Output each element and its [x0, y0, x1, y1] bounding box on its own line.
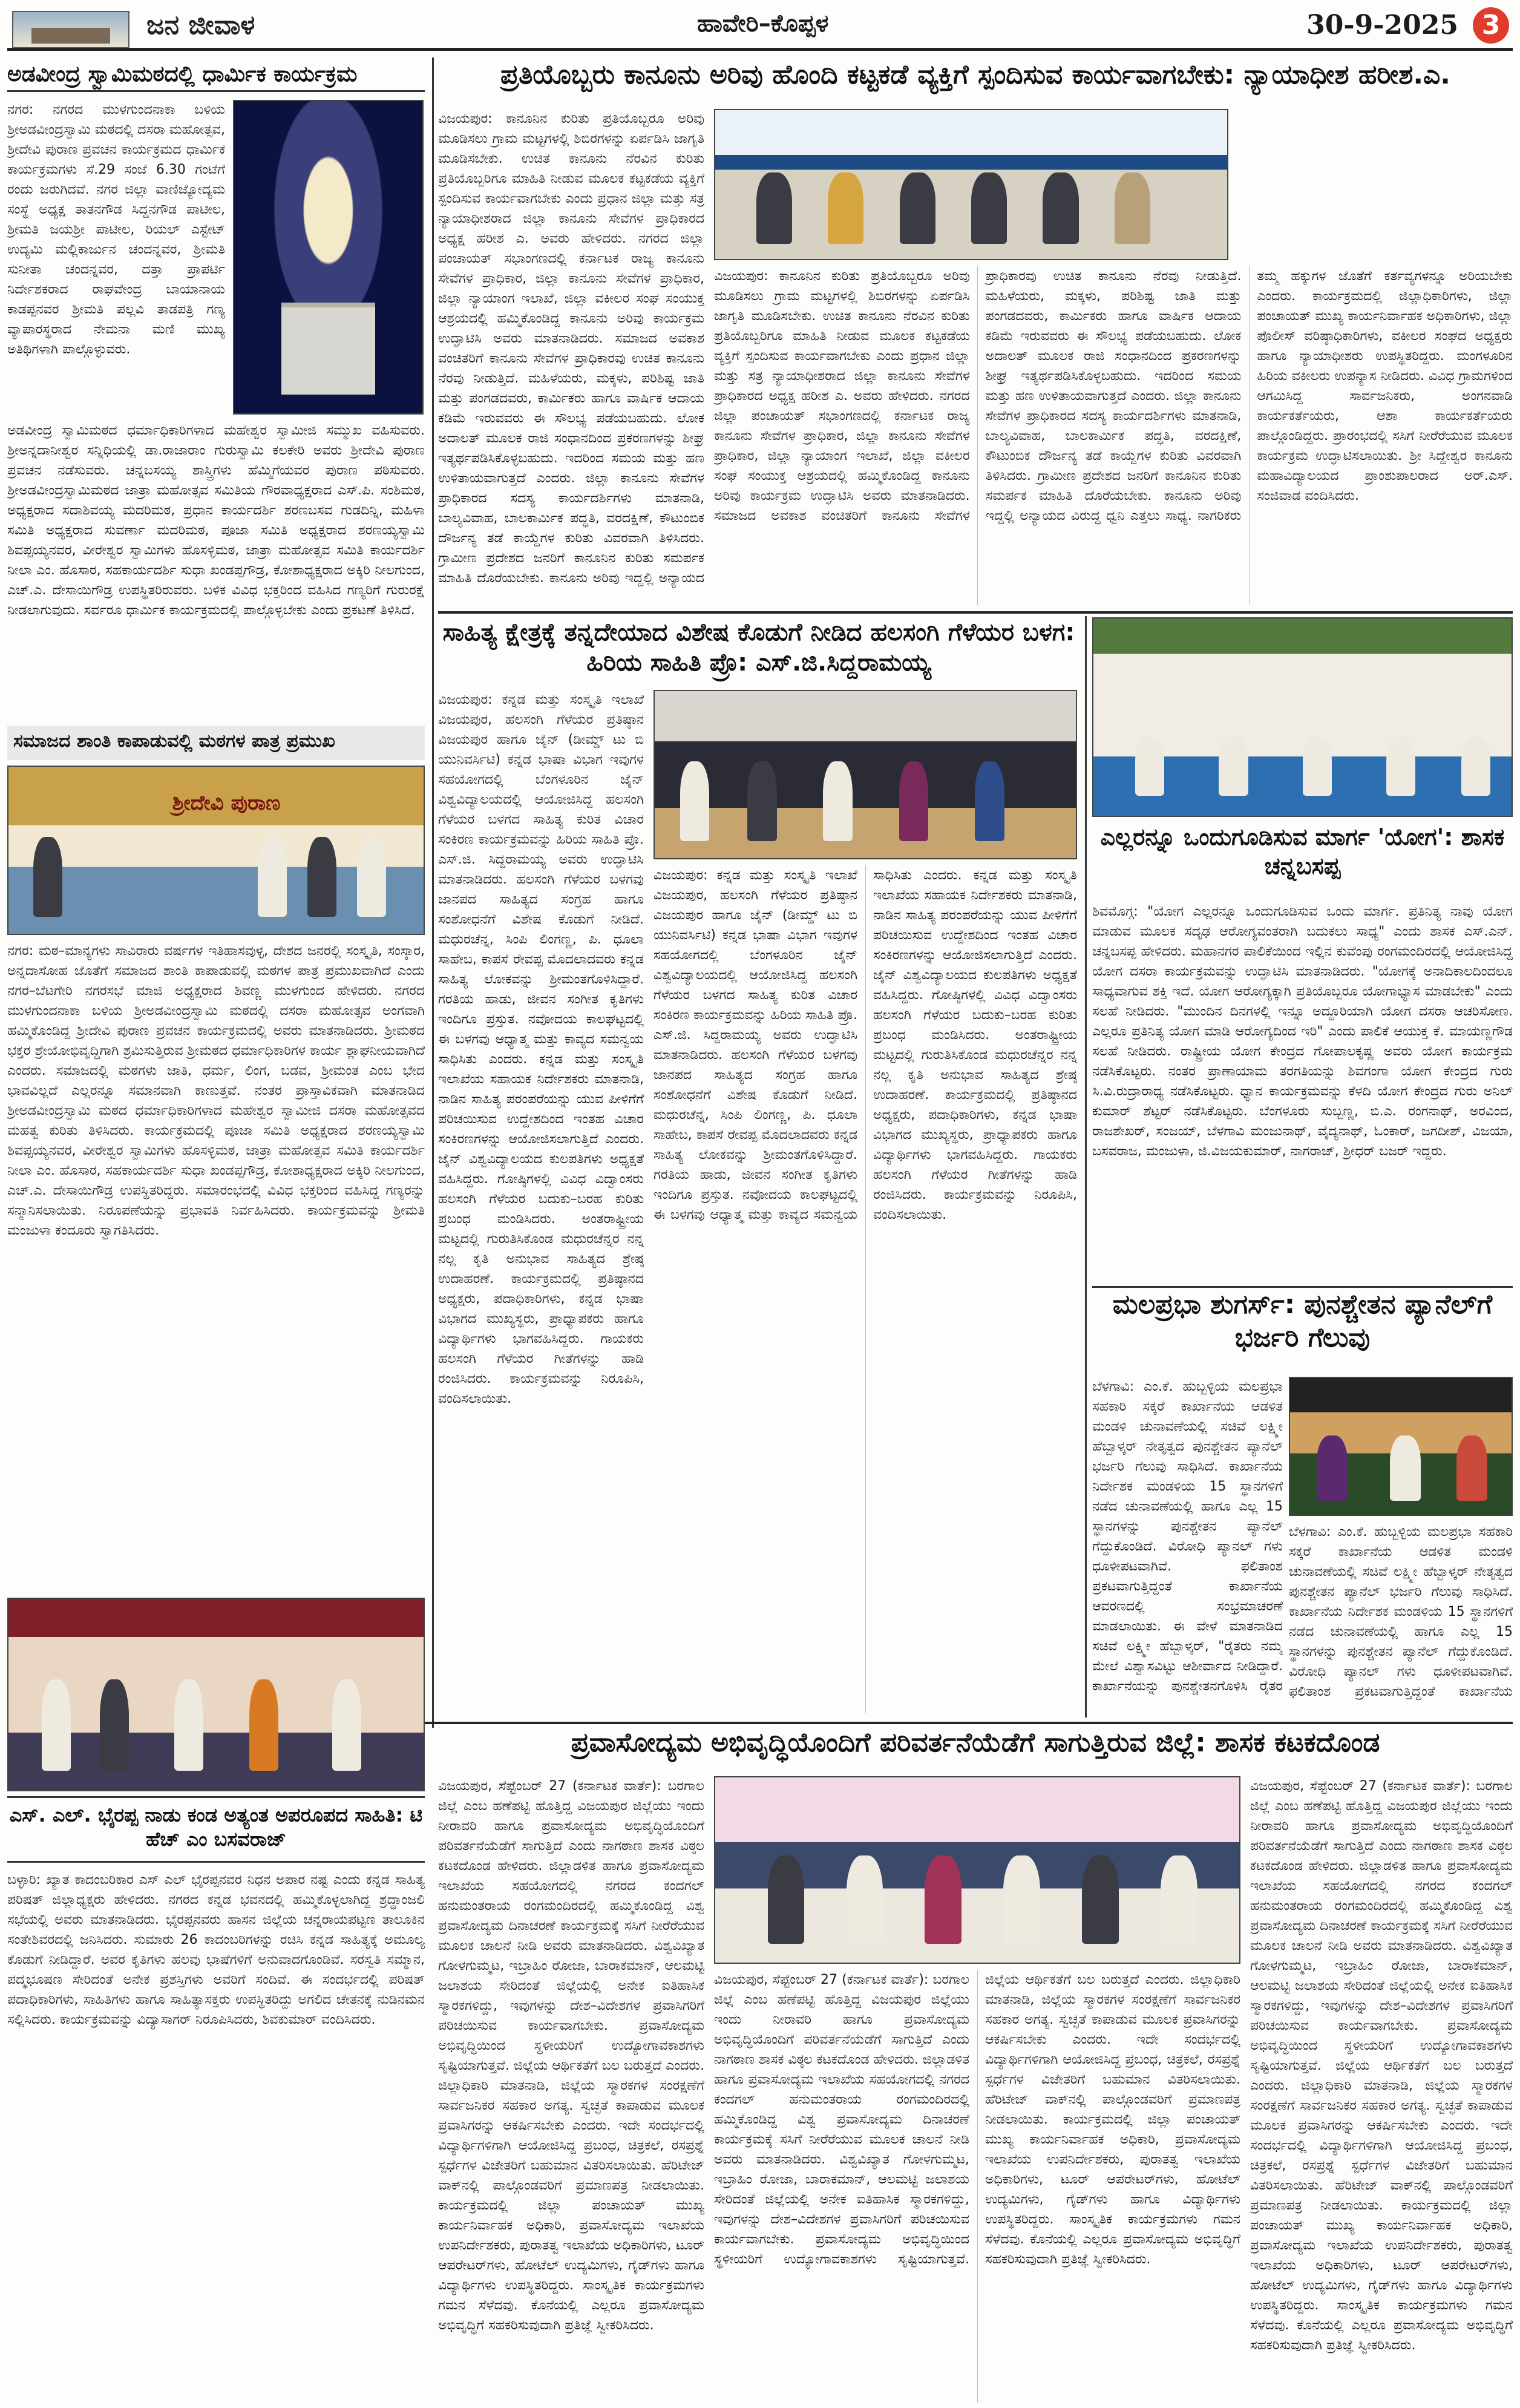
article-body: [7, 421, 425, 723]
article-paragraph: ಬೆಳಗಾವಿ: ಎಂ.ಕೆ. ಹುಬ್ಬಳ್ಳಿಯ ಮಲಪ್ರಭಾ ಸಹಕಾರಿ ಸಕ್ಕರೆ ಕಾರ್ಖಾನೆಯ ಆಡಳಿತ ಮಂಡಳಿ ಚುನಾವಣೆಯಲ್ಲಿ ಸಚಿವೆ ಲಕ್ಷ್ಮೀ ಹೆಬ್ಬಾಳ್ಕರ್ ನೇತೃತ್ವದ ಪುನಶ್ಚೇತನ ಪ್ಯಾನೆಲ್ ಭರ್ಜರಿ ಗೆಲುವು ಸಾಧಿಸಿದೆ. ಕಾರ್ಖಾನೆಯ ನಿರ್ದೇಶಕ ಮಂಡಳಿಯ 15 ಸ್ಥಾನಗಳಿಗೆ ನಡೆದ ಚುನಾವಣೆಯಲ್ಲಿ ಹಾಗೂ ಎಲ್ಲ 15 ಸ್ಥಾನಗಳನ್ನು ಪುನಶ್ಚೇತನ ಪ್ಯಾನೆಲ್ ಗೆದ್ದುಕೊಂಡಿದೆ. ವಿರೋಧಿ ಪ್ಯಾನಲ್ ಗಳು ಧೂಳೀಪಟವಾಗಿವೆ. ಫಲಿತಾಂಶ ಪ್ರಕಟವಾಗುತ್ತಿದ್ದಂತೆ ಕಾರ್ಖಾನೆಯ: [1289, 1524, 1513, 1699]
column-divider: [432, 57, 434, 1728]
stage-banner: ಶ್ರೀದೇವಿ ಪುರಾಣ: [172, 791, 281, 815]
person-figure: [1082, 1855, 1119, 1944]
article-body: [7, 100, 225, 415]
issue-date: 30-9-2025: [1306, 10, 1458, 41]
person-figure: [1043, 172, 1078, 244]
person-figure: [847, 1855, 883, 1944]
article-headline: ಸಮಾಜದ ಶಾಂತಿ ಕಾಪಾಡುವಲ್ಲಿ ಮಠಗಳ ಪಾತ್ರ ಪ್ರಮುಖ: [7, 726, 425, 760]
column-divider: [1085, 616, 1087, 1717]
photo-event-stage: [7, 766, 425, 935]
photo-tourism-day-event: [714, 1776, 1240, 1964]
article-headline: ಎಸ್. ಎಲ್. ಭೈರಪ್ಪ ನಾಡು ಕಂಡ ಅತ್ಯಂತ ಅಪರೂಪದ ಸಾಹಿತಿ: ಟಿ ಹೆಚ್ ಎಂ ಬಸವರಾಜ್: [7, 1796, 425, 1863]
person-figure: [1115, 172, 1150, 244]
article-headline: ಅಡವೀಂದ್ರ ಸ್ವಾಮಿಮಠದಲ್ಲಿ ಧಾರ್ಮಿಕ ಕಾರ್ಯಕ್ರಮ: [7, 61, 425, 92]
section-divider: [438, 611, 1513, 614]
person-figure: [1219, 737, 1248, 796]
person-figure: [174, 1679, 203, 1771]
article-paragraph: ವಿಜಯಪುರ: ಕನ್ನಡ ಮತ್ತು ಸಂಸ್ಕೃತಿ ಇಲಾಖೆ ವಿಜಯಪುರ, ಹಲಸಂಗಿ ಗೆಳೆಯರ ಪ್ರತಿಷ್ಠಾನ ವಿಜಯಪುರ ಹಾಗೂ ಜೈನ್ (ಡೀಮ್ಡ್ ಟು ಬಿ ಯುನಿವರ್ಸಿಟಿ) ಕನ್ನಡ ಭಾಷಾ ವಿಭಾಗ ಇವುಗಳ ಸಹಯೋಗದಲ್ಲಿ ಬೆಂಗಳೂರಿನ ಜೈನ್ ವಿಶ್ವವಿದ್ಯಾಲಯದಲ್ಲಿ ಆಯೋಜಿಸಿದ್ದ ಹಲಸಂಗಿ ಗೆಳೆಯರ ಬಳಗದ ಸಾಹಿತ್ಯ ಕುರಿತ ವಿಚಾರ ಸಂಕಿರಣ ಕಾರ್ಯಕ್ರಮವನ್ನು ಹಿರಿಯ ಸಾಹಿತಿ ಪ್ರೊ. ಎಸ್.ಜಿ. ಸಿದ್ದರಾಮಯ್ಯ ಅವರು ಉದ್ಘಾಟಿಸಿ ಮಾತನಾಡಿದರು. ಹಲಸಂಗಿ ಗೆಳೆಯರ ಬಳಗವು ಜಾನಪದ ಸಾಹಿತ್ಯದ ಸಂಗ್ರಹ ಹಾಗೂ ಸಂಶೋಧನೆಗೆ ವಿಶೇಷ ಕೊಡುಗೆ ನೀಡಿದೆ. ಮಧುರಚೆನ್ನ, ಸಿಂಪಿ ಲಿಂಗಣ್ಣ, ಪಿ. ಧೂಲಾ ಸಾಹೇಬ, ಕಾಪಸೆ ರೇವಪ್ಪ ಮೊದಲಾದವರು ಕನ್ನಡ ಸಾಹಿತ್ಯ ಲೋಕವನ್ನು ಶ್ರೀಮಂತಗೊಳಿಸಿದ್ದಾರೆ. ಗರತಿಯ ಹಾಡು, ಜೀವನ ಸಂಗೀತ ಕೃತಿಗಳು ಇಂದಿಗೂ ಪ್ರಸ್ತುತ. ನವೋದಯ ಕಾಲಘಟ್ಟದಲ್ಲಿ ಈ ಬಳಗವು ಆಧ್ಯಾತ್ಮ ಮತ್ತು ಕಾವ್ಯದ ಸಮನ್ವಯ ಸಾಧಿಸಿತು ಎಂದರು. ಕನ್ನಡ ಮತ್ತು ಸಂಸ್ಕೃತಿ ಇಲಾಖೆಯ ಸಹಾಯಕ ನಿರ್ದೇಶಕರು ಮಾತನಾಡಿ, ನಾಡಿನ ಸಾಹಿತ್ಯ ಪರಂಪರೆಯನ್ನು ಯುವ ಪೀಳಿಗೆಗೆ ಪರಿಚಯಿಸುವ ಉದ್ದೇಶದಿಂದ ಇಂತಹ ವಿಚಾರ ಸಂಕಿರಣಗಳನ್ನು ಆಯೋಜಿಸಲಾಗುತ್ತಿದೆ ಎಂದರು. ಜೈನ್ ವಿಶ್ವವಿದ್ಯಾಲಯದ ಕುಲಪತಿಗಳು ಅಧ್ಯಕ್ಷತೆ ವಹಿಸಿದ್ದರು. ಗೋಷ್ಠಿಗಳಲ್ಲಿ ವಿವಿಧ ವಿದ್ವಾಂಸರು ಹಲಸಂಗಿ ಗೆಳೆಯರ ಬದುಕು–ಬರಹ ಕುರಿತು ಪ್ರಬಂಧ ಮಂಡಿಸಿದರು. ಅಂತರಾಷ್ಟ್ರೀಯ ಮಟ್ಟದಲ್ಲಿ ಗುರುತಿಸಿಕೊಂಡ ಮಧುರಚೆನ್ನರ ನನ್ನ ನಲ್ಲ ಕೃತಿ ಅನುಭಾವ ಸಾಹಿತ್ಯದ ಶ್ರೇಷ್ಠ ಉದಾಹರಣೆ. ಕಾರ್ಯಕ್ರಮದಲ್ಲಿ ಪ್ರತಿಷ್ಠಾನದ ಅಧ್ಯಕ್ಷರು, ಪದಾಧಿಕಾರಿಗಳು, ಕನ್ನಡ ಭಾಷಾ ವಿಭಾಗದ ಮುಖ್ಯಸ್ಥರು, ಪ್ರಾಧ್ಯಾಪಕರು ಹಾಗೂ ವಿದ್ಯಾರ್ಥಿಗಳು ಭಾಗವಹಿಸಿದ್ದರು. ಗಾಯಕರು ಹಲಸಂಗಿ ಗೆಳೆಯರ ಗೀತೆಗಳನ್ನು ಹಾಡಿ ರಂಜಿಸಿದರು. ಕಾರ್ಯಕ್ರಮವನ್ನು ನಿರೂಪಿಸಿ, ವಂದಿಸಲಾಯಿತು.: [654, 868, 1077, 1222]
article-body: [1092, 902, 1513, 1277]
article-paragraph: ವಿಜಯಪುರ: ಕಾನೂನಿನ ಕುರಿತು ಪ್ರತಿಯೊಬ್ಬರೂ ಅರಿವು ಮೂಡಿಸಲು ಗ್ರಾಮ ಮಟ್ಟಗಳಲ್ಲಿ ಶಿಬಿರಗಳನ್ನು ಏರ್ಪಡಿಸಿ ಜಾಗೃತಿ ಮೂಡಿಸಬೇಕು. ಉಚಿತ ಕಾನೂನು ನೆರವಿನ ಕುರಿತು ಪ್ರತಿಯೊಬ್ಬರಿಗೂ ಮಾಹಿತಿ ನೀಡುವ ಮೂಲಕ ಕಟ್ಟಕಡೆಯ ವ್ಯಕ್ತಿಗೆ ಸ್ಪಂದಿಸುವ ಕಾರ್ಯವಾಗಬೇಕು ಎಂದು ಪ್ರಧಾನ ಜಿಲ್ಲಾ ಮತ್ತು ಸತ್ರ ನ್ಯಾಯಾಧೀಶರಾದ ಜಿಲ್ಲಾ ಕಾನೂನು ಸೇವೆಗಳ ಪ್ರಾಧಿಕಾರದ ಅಧ್ಯಕ್ಷ ಹರೀಶ ಎ. ಅವರು ಹೇಳಿದರು. ನಗರದ ಜಿಲ್ಲಾ ಪಂಚಾಯತ್ ಸಭಾಂಗಣದಲ್ಲಿ ಕರ್ನಾಟಕ ರಾಜ್ಯ ಕಾನೂನು ಸೇವೆಗಳ ಪ್ರಾಧಿಕಾರ, ಜಿಲ್ಲಾ ಕಾನೂನು ಸೇವೆಗಳ ಪ್ರಾಧಿಕಾರ, ಜಿಲ್ಲಾ ನ್ಯಾಯಾಂಗ ಇಲಾಖೆ, ಜಿಲ್ಲಾ ವಕೀಲರ ಸಂಘ ಸಂಯುಕ್ತ ಆಶ್ರಯದಲ್ಲಿ ಹಮ್ಮಿಕೊಂಡಿದ್ದ ಕಾನೂನು ಅರಿವು ಕಾರ್ಯಕ್ರಮ ಉದ್ಘಾಟಿಸಿ ಅವರು ಮಾತನಾಡಿದರು. ಸಮಾಜದ ಅವಕಾಶ ವಂಚಿತರಿಗೆ ಕಾನೂನು ಸೇವೆಗಳ ಪ್ರಾಧಿಕಾರವು ಉಚಿತ ಕಾನೂನು ನೆರವು ನೀಡುತ್ತಿದೆ. ಮಹಿಳೆಯರು, ಮಕ್ಕಳು, ಪರಿಶಿಷ್ಟ ಜಾತಿ ಮತ್ತು ಪಂಗಡದವರು, ಕಾರ್ಮಿಕರು ಹಾಗೂ ವಾರ್ಷಿಕ ಆದಾಯ ಕಡಿಮೆ ಇರುವವರು ಈ ಸೌಲಭ್ಯ ಪಡೆಯಬಹುದು. ಲೋಕ ಅದಾಲತ್ ಮೂಲಕ ರಾಜಿ ಸಂಧಾನದಿಂದ ಪ್ರಕರಣಗಳನ್ನು ಶೀಘ್ರ ಇತ್ಯರ್ಥಪಡಿಸಿಕೊಳ್ಳಬಹುದು. ಇದರಿಂದ ಸಮಯ ಮತ್ತು ಹಣ ಉಳಿತಾಯವಾಗುತ್ತದೆ ಎಂದರು. ಜಿಲ್ಲಾ ಕಾನೂನು ಸೇವೆಗಳ ಪ್ರಾಧಿಕಾರದ ಸದಸ್ಯ ಕಾರ್ಯದರ್ಶಿಗಳು ಮಾತನಾಡಿ, ಬಾಲ್ಯವಿವಾಹ, ಬಾಲಕಾರ್ಮಿಕ ಪದ್ಧತಿ, ವರದಕ್ಷಿಣೆ, ಕೌಟುಂಬಿಕ ದೌರ್ಜನ್ಯ ತಡೆ ಕಾಯ್ದೆಗಳ ಕುರಿತು ವಿವರವಾಗಿ ತಿಳಿಸಿದರು. ಗ್ರಾಮೀಣ ಪ್ರದೇಶದ ಜನರಿಗೆ ಕಾನೂನಿನ ಕುರಿತು ಸಮರ್ಪಕ ಮಾಹಿತಿ ದೊರೆಯಬೇಕು. ಕಾನೂನು ಅರಿವು ಇದ್ದಲ್ಲಿ ಅನ್ಯಾಯದ ವಿರುದ್ಧ ಧ್ವನಿ ಎತ್ತಲು ಸಾಧ್ಯ. ನಾಗರಿಕರು ತಮ್ಮ ಹಕ್ಕುಗಳ ಜೊತೆಗೆ ಕರ್ತವ್ಯಗಳನ್ನೂ ಅರಿಯಬೇಕು ಎಂದರು. ಕಾರ್ಯಕ್ರಮದಲ್ಲಿ ಜಿಲ್ಲಾಧಿಕಾರಿಗಳು, ಜಿಲ್ಲಾ ಪಂಚಾಯತ್ ಮುಖ್ಯ ಕಾರ್ಯನಿರ್ವಾಹಕ ಅಧಿಕಾರಿಗಳು, ಜಿಲ್ಲಾ ಪೊಲೀಸ್ ವರಿಷ್ಠಾಧಿಕಾರಿಗಳು, ವಕೀಲರ ಸಂಘದ ಅಧ್ಯಕ್ಷರು ಹಾಗೂ ನ್ಯಾಯಾಧೀಶರು ಉಪಸ್ಥಿತರಿದ್ದರು. ಮಂಗಳೂರಿನ ಹಿರಿಯ ವಕೀಲರು ಉಪನ್ಯಾಸ ನೀಡಿದರು. ವಿವಿಧ ಗ್ರಾಮಗಳಿಂದ ಆಗಮಿಸಿದ್ದ ಸಾರ್ವಜನಿಕರು, ಅಂಗನವಾಡಿ ಕಾರ್ಯಕರ್ತೆಯರು, ಆಶಾ ಕಾರ್ಯಕರ್ತೆಯರು ಪಾಲ್ಗೊಂಡಿದ್ದರು. ಪ್ರಾರಂಭದಲ್ಲಿ ಸಸಿಗೆ ನೀರೆರೆಯುವ ಮೂಲಕ ಕಾರ್ಯಕ್ರಮ ಉದ್ಘಾಟಿಸಲಾಯಿತು. ಶ್ರೀ ಸಿದ್ದೇಶ್ವರ ಕಾನೂನು ಮಹಾವಿದ್ಯಾಲಯದ ಪ್ರಾಂಶುಪಾಲರಾದ ಅರ್.ಎಸ್. ಸಂಜಿವಾಡ ವಂದಿಸಿದರು.: [714, 269, 1513, 523]
person-figure: [747, 761, 777, 841]
article-paragraph: ವಿಜಯಪುರ, ಸೆಪ್ಟೆಂಬರ್ 27 (ಕರ್ನಾಟಕ ವಾರ್ತೆ): ಬರಗಾಲ ಜಿಲ್ಲೆ ಎಂಬ ಹಣೆಪಟ್ಟಿ ಹೊತ್ತಿದ್ದ ವಿಜಯಪುರ ಜಿಲ್ಲೆಯು ಇಂದು ನೀರಾವರಿ ಹಾಗೂ ಪ್ರವಾಸೋದ್ಯಮ ಅಭಿವೃದ್ಧಿಯೊಂದಿಗೆ ಪರಿವರ್ತನೆಯೆಡೆಗೆ ಸಾಗುತ್ತಿದೆ ಎಂದು ನಾಗಠಾಣ ಶಾಸಕ ವಿಠ್ಠಲ ಕಟಕದೊಂಡ ಹೇಳಿದರು. ಜಿಲ್ಲಾಡಳಿತ ಹಾಗೂ ಪ್ರವಾಸೋದ್ಯಮ ಇಲಾಖೆಯ ಸಹಯೋಗದಲ್ಲಿ ನಗರದ ಕಂದಗಲ್ ಹನುಮಂತರಾಯ ರಂಗಮಂದಿರದಲ್ಲಿ ಹಮ್ಮಿಕೊಂಡಿದ್ದ ವಿಶ್ವ ಪ್ರವಾಸೋದ್ಯಮ ದಿನಾಚರಣೆ ಕಾರ್ಯಕ್ರಮಕ್ಕೆ ಸಸಿಗೆ ನೀರೆರೆಯುವ ಮೂಲಕ ಚಾಲನೆ ನೀಡಿ ಅವರು ಮಾತನಾಡಿದರು. ವಿಶ್ವವಿಖ್ಯಾತ ಗೋಳಗುಮ್ಮಟ, ಇಬ್ರಾಹಿಂ ರೋಜಾ, ಬಾರಾಕಮಾನ್, ಆಲಮಟ್ಟಿ ಜಲಾಶಯ ಸೇರಿದಂತೆ ಜಿಲ್ಲೆಯಲ್ಲಿ ಅನೇಕ ಐತಿಹಾಸಿಕ ಸ್ಮಾರಕಗಳಿದ್ದು, ಇವುಗಳನ್ನು ದೇಶ–ವಿದೇಶಗಳ ಪ್ರವಾಸಿಗರಿಗೆ ಪರಿಚಯಿಸುವ ಕಾರ್ಯವಾಗಬೇಕು. ಪ್ರವಾಸೋದ್ಯಮ ಅಭಿವೃದ್ಧಿಯಿಂದ ಸ್ಥಳೀಯರಿಗೆ ಉದ್ಯೋಗಾವಕಾಶಗಳು ಸೃಷ್ಟಿಯಾಗುತ್ತವೆ. ಜಿಲ್ಲೆಯ ಆರ್ಥಿಕತೆಗೆ ಬಲ ಬರುತ್ತದೆ ಎಂದರು. ಜಿಲ್ಲಾಧಿಕಾರಿ ಮಾತನಾಡಿ, ಜಿಲ್ಲೆಯ ಸ್ಮಾರಕಗಳ ಸಂರಕ್ಷಣೆಗೆ ಸಾರ್ವಜನಿಕರ ಸಹಕಾರ ಅಗತ್ಯ. ಸ್ವಚ್ಛತೆ ಕಾಪಾಡುವ ಮೂಲಕ ಪ್ರವಾಸಿಗರನ್ನು ಆಕರ್ಷಿಸಬೇಕು ಎಂದರು. ಇದೇ ಸಂದರ್ಭದಲ್ಲಿ ವಿದ್ಯಾರ್ಥಿಗಳಿಗಾಗಿ ಆಯೋಜಿಸಿದ್ದ ಪ್ರಬಂಧ, ಚಿತ್ರಕಲೆ, ರಸಪ್ರಶ್ನೆ ಸ್ಪರ್ಧೆಗಳ ವಿಜೇತರಿಗೆ ಬಹುಮಾನ ವಿತರಿಸಲಾಯಿತು. ಹೆರಿಟೇಜ್ ವಾಕ್‌ನಲ್ಲಿ ಪಾಲ್ಗೊಂಡವರಿಗೆ ಪ್ರಮಾಣಪತ್ರ ನೀಡಲಾಯಿತು. ಕಾರ್ಯಕ್ರಮದಲ್ಲಿ ಜಿಲ್ಲಾ ಪಂಚಾಯತ್ ಮುಖ್ಯ ಕಾರ್ಯನಿರ್ವಾಹಕ ಅಧಿಕಾರಿ, ಪ್ರವಾಸೋದ್ಯಮ ಇಲಾಖೆಯ ಉಪನಿರ್ದೇಶಕರು, ಪುರಾತತ್ವ ಇಲಾಖೆಯ ಅಧಿಕಾರಿಗಳು, ಟೂರ್ ಆಪರೇಟರ್‌ಗಳು, ಹೋಟೆಲ್ ಉದ್ಯಮಿಗಳು, ಗೈಡ್‌ಗಳು ಹಾಗೂ ವಿದ್ಯಾರ್ಥಿಗಳು ಉಪಸ್ಥಿತರಿದ್ದರು. ಸಾಂಸ್ಕೃತಿಕ ಕಾರ್ಯಕ್ರಮಗಳು ಗಮನ ಸೆಳೆದವು. ಕೊನೆಯಲ್ಲಿ ಎಲ್ಲರೂ ಪ್ರವಾಸೋದ್ಯಮ ಅಭಿವೃದ್ಧಿಗೆ ಸಹಕರಿಸುವುದಾಗಿ ಪ್ರತಿಜ್ಞೆ ಸ್ವೀಕರಿಸಿದರು.: [1250, 1779, 1513, 2353]
person-figure: [971, 172, 1007, 244]
person-figure: [332, 1679, 361, 1771]
article-paragraph: ವಿಜಯಪುರ, ಸೆಪ್ಟೆಂಬರ್ 27 (ಕರ್ನಾಟಕ ವಾರ್ತೆ): ಬರಗಾಲ ಜಿಲ್ಲೆ ಎಂಬ ಹಣೆಪಟ್ಟಿ ಹೊತ್ತಿದ್ದ ವಿಜಯಪುರ ಜಿಲ್ಲೆಯು ಇಂದು ನೀರಾವರಿ ಹಾಗೂ ಪ್ರವಾಸೋದ್ಯಮ ಅಭಿವೃದ್ಧಿಯೊಂದಿಗೆ ಪರಿವರ್ತನೆಯೆಡೆಗೆ ಸಾಗುತ್ತಿದೆ ಎಂದು ನಾಗಠಾಣ ಶಾಸಕ ವಿಠ್ಠಲ ಕಟಕದೊಂಡ ಹೇಳಿದರು. ಜಿಲ್ಲಾಡಳಿತ ಹಾಗೂ ಪ್ರವಾಸೋದ್ಯಮ ಇಲಾಖೆಯ ಸಹಯೋಗದಲ್ಲಿ ನಗರದ ಕಂದಗಲ್ ಹನುಮಂತರಾಯ ರಂಗಮಂದಿರದಲ್ಲಿ ಹಮ್ಮಿಕೊಂಡಿದ್ದ ವಿಶ್ವ ಪ್ರವಾಸೋದ್ಯಮ ದಿನಾಚರಣೆ ಕಾರ್ಯಕ್ರಮಕ್ಕೆ ಸಸಿಗೆ ನೀರೆರೆಯುವ ಮೂಲಕ ಚಾಲನೆ ನೀಡಿ ಅವರು ಮಾತನಾಡಿದರು. ವಿಶ್ವವಿಖ್ಯಾತ ಗೋಳಗುಮ್ಮಟ, ಇಬ್ರಾಹಿಂ ರೋಜಾ, ಬಾರಾಕಮಾನ್, ಆಲಮಟ್ಟಿ ಜಲಾಶಯ ಸೇರಿದಂತೆ ಜಿಲ್ಲೆಯಲ್ಲಿ ಅನೇಕ ಐತಿಹಾಸಿಕ ಸ್ಮಾರಕಗಳಿದ್ದು, ಇವುಗಳನ್ನು ದೇಶ–ವಿದೇಶಗಳ ಪ್ರವಾಸಿಗರಿಗೆ ಪರಿಚಯಿಸುವ ಕಾರ್ಯವಾಗಬೇಕು. ಪ್ರವಾಸೋದ್ಯಮ ಅಭಿವೃದ್ಧಿಯಿಂದ ಸ್ಥಳೀಯರಿಗೆ ಉದ್ಯೋಗಾವಕಾಶಗಳು ಸೃಷ್ಟಿಯಾಗುತ್ತವೆ. ಜಿಲ್ಲೆಯ ಆರ್ಥಿಕತೆಗೆ ಬಲ ಬರುತ್ತದೆ ಎಂದರು. ಜಿಲ್ಲಾಧಿಕಾರಿ ಮಾತನಾಡಿ, ಜಿಲ್ಲೆಯ ಸ್ಮಾರಕಗಳ ಸಂರಕ್ಷಣೆಗೆ ಸಾರ್ವಜನಿಕರ ಸಹಕಾರ ಅಗತ್ಯ. ಸ್ವಚ್ಛತೆ ಕಾಪಾಡುವ ಮೂಲಕ ಪ್ರವಾಸಿಗರನ್ನು ಆಕರ್ಷಿಸಬೇಕು ಎಂದರು. ಇದೇ ಸಂದರ್ಭದಲ್ಲಿ ವಿದ್ಯಾರ್ಥಿಗಳಿಗಾಗಿ ಆಯೋಜಿಸಿದ್ದ ಪ್ರಬಂಧ, ಚಿತ್ರಕಲೆ, ರಸಪ್ರಶ್ನೆ ಸ್ಪರ್ಧೆಗಳ ವಿಜೇತರಿಗೆ ಬಹುಮಾನ ವಿತರಿಸಲಾಯಿತು. ಹೆರಿಟೇಜ್ ವಾಕ್‌ನಲ್ಲಿ ಪಾಲ್ಗೊಂಡವರಿಗೆ ಪ್ರಮಾಣಪತ್ರ ನೀಡಲಾಯಿತು. ಕಾರ್ಯಕ್ರಮದಲ್ಲಿ ಜಿಲ್ಲಾ ಪಂಚಾಯತ್ ಮುಖ್ಯ ಕಾರ್ಯನಿರ್ವಾಹಕ ಅಧಿಕಾರಿ, ಪ್ರವಾಸೋದ್ಯಮ ಇಲಾಖೆಯ ಉಪನಿರ್ದೇಶಕರು, ಪುರಾತತ್ವ ಇಲಾಖೆಯ ಅಧಿಕಾರಿಗಳು, ಟೂರ್ ಆಪರೇಟರ್‌ಗಳು, ಹೋಟೆಲ್ ಉದ್ಯಮಿಗಳು, ಗೈಡ್‌ಗಳು ಹಾಗೂ ವಿದ್ಯಾರ್ಥಿಗಳು ಉಪಸ್ಥಿತರಿದ್ದರು. ಸಾಂಸ್ಕೃತಿಕ ಕಾರ್ಯಕ್ರಮಗಳು ಗಮನ ಸೆಳೆದವು. ಕೊನೆಯಲ್ಲಿ ಎಲ್ಲರೂ ಪ್ರವಾಸೋದ್ಯಮ ಅಭಿವೃದ್ಧಿಗೆ ಸಹಕರಿಸುವುದಾಗಿ ಪ್ರತಿಜ್ಞೆ ಸ್ವೀಕರಿಸಿದರು.: [714, 1972, 1240, 2267]
article-headline: ಮಲಪ್ರಭಾ ಶುಗರ್ಸ್: ಪುನಶ್ಚೇತನ ಪ್ಯಾನೆಲ್‌ಗೆ ಭರ್ಜರಿ ಗೆಲುವು: [1092, 1286, 1513, 1371]
article-paragraph: ಅಡವೀಂದ್ರ ಸ್ವಾಮಿಮಠದ ಧರ್ಮಾಧಿಕಾರಿಗಳಾದ ಮಹೇಶ್ವರ ಸ್ವಾಮೀಜಿ ಸಮ್ಮುಖ ವಹಿಸುವರು. ಶ್ರೀಅನ್ನದಾನೀಶ್ವರ ಸನ್ನಿಧಿಯಲ್ಲಿ ಡಾ.ರಾಜಾರಾಂ ಗುರುಸ್ವಾಮಿ ಕಲಕೇರಿ ಅವರು ಶ್ರೀದೇವಿ ಪುರಾಣ ಪ್ರವಚನ ನಡೆಸುವರು. ಚನ್ನಬಸಯ್ಯ ಶಾಸ್ತ್ರಿಗಳು ಹೆಮ್ಮಿಗೆಯವರ ಪುರಾಣ ಪಠಿಸುವರು. ಶ್ರೀಅಡವೀಂದ್ರಸ್ವಾಮಿಮಠದ ಜಾತ್ರಾ ಮಹೋತ್ಸವ ಸಮಿತಿಯ ಗೌರವಾಧ್ಯಕ್ಷರಾದ ಎಸ್.ಪಿ. ಸಂಶಿಮಠ, ಅಧ್ಯಕ್ಷರಾದ ಸದಾಶಿವಯ್ಯ ಮದರಿಮಠ, ಪ್ರಧಾನ ಕಾರ್ಯದರ್ಶಿ ಶರಣಬಸವ ಗುಡದಿನ್ನಿ, ಮಹಿಳಾ ಸಮಿತಿ ಅಧ್ಯಕ್ಷರಾದ ಸುವರ್ಣಾ ಮದರಿಮಠ, ಪೂಜಾ ಸಮಿತಿ ಅಧ್ಯಕ್ಷರಾದ ಶರಣಯ್ಯಸ್ವಾಮಿ ಶಿವಪ್ಪಯ್ಯನವರ, ವೀರೇಶ್ವರ ಸ್ವಾಮಿಗಳು ಹೊಸಳ್ಳಿಮಠ, ಜಾತ್ರಾ ಮಹೋತ್ಸವ ಸಮಿತಿ ಕಾರ್ಯದರ್ಶಿ ನೀಲಾ ಎಂ. ಹೊಸಾರ, ಸಹಕಾರ್ಯದರ್ಶಿ ಸುಧಾ ಖಂಡಪ್ಪಗೌಡ್ರ, ಕೋಶಾಧ್ಯಕ್ಷರಾದ ಅಕ್ಕಿರಿ ನೀಲಗುಂದ, ಎಚ್.ಎ. ದೇಸಾಯಿಗೌಡ್ರ ಉಪಸ್ಥಿತರಿರುವರು. ಬಳಿಕ ವಿವಿಧ ಭಕ್ತರಿಂದ ವಹಿಸಿದ ಗಣ್ಯರಿಗೆ ಗುರುರಕ್ಷೆ ನೀಡಲಾಗುವುದು. ಸರ್ವರೂ ಧಾರ್ಮಿಕ ಕಾರ್ಯಕ್ರಮದಲ್ಲಿ ಪಾಲ್ಗೊಳ್ಳಬೇಕು ಎಂದು ಪ್ರಕಟಣೆ ತಿಳಿಸಿದೆ.: [7, 423, 425, 618]
article-body: [7, 941, 425, 1592]
article-headline: ಎಲ್ಲರನ್ನೂ ಒಂದುಗೂಡಿಸುವ ಮಾರ್ಗ 'ಯೋಗ': ಶಾಸಕ ಚನ್ನಬಸಪ್ಪ: [1100, 824, 1505, 879]
person-figure: [828, 172, 863, 244]
person-figure: [1461, 737, 1490, 796]
person-figure: [33, 837, 62, 917]
person-figure: [100, 1679, 129, 1771]
article-body: [438, 109, 704, 605]
paper-name: ಜನ ಜೀವಾಳ: [146, 10, 255, 41]
person-figure: [1386, 737, 1415, 796]
article-body: [7, 1870, 425, 2403]
person-figure: [756, 172, 792, 244]
person-figure: [768, 1855, 805, 1944]
article-body-continued: [1289, 1522, 1513, 1716]
person-figure: [42, 1679, 71, 1771]
photo-election-celebration: [1289, 1377, 1513, 1516]
person-figure: [1456, 1435, 1487, 1501]
article-paragraph: ನಗರ: ಮಠ–ಮಾನ್ಯಗಳು ಸಾವಿರಾರು ವರ್ಷಗಳ ಇತಿಹಾಸವುಳ್ಳ, ದೇಶದ ಜನರಲ್ಲಿ ಸಂಸ್ಕೃತಿ, ಸಂಸ್ಕಾರ, ಅನ್ನದಾಸೋಹ ಜೊತೆಗೆ ಸಮಾಜದ ಶಾಂತಿ ಕಾಪಾಡುವಲ್ಲಿ ಮಠಗಳ ಪಾತ್ರ ಪ್ರಮುಖವಾಗಿದೆ ಎಂದು ನಗರ–ಬೆಟಗೇರಿ ನಗರಸಭೆ ಮಾಜಿ ಅಧ್ಯಕ್ಷರಾದ ಶಿವಣ್ಣ ಮುಳಗುಂದ ಹೇಳಿದರು. ನಗರದ ಮುಳಗುಂದನಾಕಾ ಬಳಿಯ ಶ್ರೀಅಡವೀಂದ್ರಸ್ವಾಮಿ ಮಠದಲ್ಲಿ ದಸರಾ ಮಹೋತ್ಸವ ಅಂಗವಾಗಿ ಹಮ್ಮಿಕೊಂಡಿದ್ದ ಶ್ರೀದೇವಿ ಪುರಾಣ ಪ್ರವಚನ ಕಾರ್ಯಕ್ರಮದಲ್ಲಿ ಅವರು ಮಾತನಾಡಿದರು. ಶ್ರೀಮಠದ ಭಕ್ತರ ಶ್ರೇಯೋಭಿವೃದ್ಧಿಗಾಗಿ ಶ್ರಮಿಸುತ್ತಿರುವ ಶ್ರೀಮಠದ ಧರ್ಮಾಧಿಕಾರಿಗಳ ಕಾರ್ಯ ಶ್ಲಾಘನೀಯವಾಗಿದೆ ಎಂದರು. ಸಮಾಜದಲ್ಲಿ ಮಠಗಳು ಜಾತಿ, ಧರ್ಮ, ಲಿಂಗ, ಬಡವ, ಶ್ರೀಮಂತ ಎಂಬ ಭೇದ ಭಾವವಿಲ್ಲದೆ ಎಲ್ಲರನ್ನೂ ಸಮಾನವಾಗಿ ಕಾಣುತ್ತವೆ. ನಂತರ ಪ್ರಾಸ್ತಾವಿಕವಾಗಿ ಮಾತನಾಡಿದ ಶ್ರೀಅಡವೀಂದ್ರಸ್ವಾಮಿ ಮಠದ ಧರ್ಮಾಧಿಕಾರಿಗಳಾದ ಮಹೇಶ್ವರ ಸ್ವಾಮೀಜಿ ದಸರಾ ಮಹೋತ್ಸವದ ಮಹತ್ವ ಕುರಿತು ತಿಳಿಸಿದರು. ಕಾರ್ಯಕ್ರಮದಲ್ಲಿ ಪೂಜಾ ಸಮಿತಿ ಅಧ್ಯಕ್ಷರಾದ ಶರಣಯ್ಯಸ್ವಾಮಿ ಶಿವಪ್ಪಯ್ಯನವರ, ವೀರೇಶ್ವರ ಸ್ವಾಮಿಗಳು ಹೊಸಳ್ಳಿಮಠ, ಜಾತ್ರಾ ಮಹೋತ್ಸವ ಸಮಿತಿ ಕಾರ್ಯದರ್ಶಿ ನೀಲಾ ಎಂ. ಹೊಸಾರ, ಸಹಕಾರ್ಯದರ್ಶಿ ಸುಧಾ ಖಂಡಪ್ಪಗೌಡ್ರ, ಕೋಶಾಧ್ಯಕ್ಷರಾದ ಅಕ್ಕಿರಿ ನೀಲಗುಂದ, ಎಚ್.ಎ. ದೇಸಾಯಿಗೌಡ್ರ ಉಪಸ್ಥಿತರಿದ್ದರು. ಸಮಾರಂಭದಲ್ಲಿ ವಿವಿಧ ಭಕ್ತರಿಂದ ವಹಿಸಿದ್ದ ಗಣ್ಯರನ್ನು ಸನ್ಮಾನಿಸಲಾಯಿತು. ನಿರೂಪಣೆಯನ್ನು ಪ್ರಭಾವತಿ ನಿರ್ವಹಿಸಿದರು. ಕಾರ್ಯಕ್ರಮವನ್ನು ಶ್ರೀಮತಿ ಮಂಜುಳಾ ಕಂದೂರು ಸ್ವಾಗತಿಸಿದರು.: [7, 943, 425, 1238]
person-figure: [1303, 737, 1332, 796]
photo-tribute-gathering: [7, 1598, 425, 1791]
article-headline: ಪ್ರತಿಯೊಬ್ಬರು ಕಾನೂನು ಅರಿವು ಹೊಂದಿ ಕಟ್ಟಕಡೆ ವ್ಯಕ್ತಿಗೆ ಸ್ಪಂದಿಸುವ ಕಾರ್ಯವಾಗಬೇಕು: ನ್ಯಾಯಾಧೀಶ ಹರೀಶ.ಎ.: [500, 59, 1451, 90]
person-figure: [1161, 1855, 1197, 1944]
person-figure: [899, 761, 929, 841]
article-headline: ಪ್ರವಾಸೋದ್ಯಮ ಅಭಿವೃದ್ಧಿಯೊಂದಿಗೆ ಪರಿವರ್ತನೆಯೆಡೆಗೆ ಸಾಗುತ್ತಿರುವ ಜಿಲ್ಲೆ: ಶಾಸಕ ಕಟಕದೊಂಡ: [571, 1727, 1380, 1758]
paper-logo: [12, 11, 129, 48]
masthead: [7, 5, 1513, 51]
person-figure: [1135, 737, 1164, 796]
article-body-continued: [714, 266, 1513, 605]
person-figure: [1003, 1855, 1040, 1944]
article-paragraph: ವಿಜಯಪುರ: ಕನ್ನಡ ಮತ್ತು ಸಂಸ್ಕೃತಿ ಇಲಾಖೆ ವಿಜಯಪುರ, ಹಲಸಂಗಿ ಗೆಳೆಯರ ಪ್ರತಿಷ್ಠಾನ ವಿಜಯಪುರ ಹಾಗೂ ಜೈನ್ (ಡೀಮ್ಡ್ ಟು ಬಿ ಯುನಿವರ್ಸಿಟಿ) ಕನ್ನಡ ಭಾಷಾ ವಿಭಾಗ ಇವುಗಳ ಸಹಯೋಗದಲ್ಲಿ ಬೆಂಗಳೂರಿನ ಜೈನ್ ವಿಶ್ವವಿದ್ಯಾಲಯದಲ್ಲಿ ಆಯೋಜಿಸಿದ್ದ ಹಲಸಂಗಿ ಗೆಳೆಯರ ಬಳಗದ ಸಾಹಿತ್ಯ ಕುರಿತ ವಿಚಾರ ಸಂಕಿರಣ ಕಾರ್ಯಕ್ರಮವನ್ನು ಹಿರಿಯ ಸಾಹಿತಿ ಪ್ರೊ. ಎಸ್.ಜಿ. ಸಿದ್ದರಾಮಯ್ಯ ಅವರು ಉದ್ಘಾಟಿಸಿ ಮಾತನಾಡಿದರು. ಹಲಸಂಗಿ ಗೆಳೆಯರ ಬಳಗವು ಜಾನಪದ ಸಾಹಿತ್ಯದ ಸಂಗ್ರಹ ಹಾಗೂ ಸಂಶೋಧನೆಗೆ ವಿಶೇಷ ಕೊಡುಗೆ ನೀಡಿದೆ. ಮಧುರಚೆನ್ನ, ಸಿಂಪಿ ಲಿಂಗಣ್ಣ, ಪಿ. ಧೂಲಾ ಸಾಹೇಬ, ಕಾಪಸೆ ರೇವಪ್ಪ ಮೊದಲಾದವರು ಕನ್ನಡ ಸಾಹಿತ್ಯ ಲೋಕವನ್ನು ಶ್ರೀಮಂತಗೊಳಿಸಿದ್ದಾರೆ. ಗರತಿಯ ಹಾಡು, ಜೀವನ ಸಂಗೀತ ಕೃತಿಗಳು ಇಂದಿಗೂ ಪ್ರಸ್ತುತ. ನವೋದಯ ಕಾಲಘಟ್ಟದಲ್ಲಿ ಈ ಬಳಗವು ಆಧ್ಯಾತ್ಮ ಮತ್ತು ಕಾವ್ಯದ ಸಮನ್ವಯ ಸಾಧಿಸಿತು ಎಂದರು. ಕನ್ನಡ ಮತ್ತು ಸಂಸ್ಕೃತಿ ಇಲಾಖೆಯ ಸಹಾಯಕ ನಿರ್ದೇಶಕರು ಮಾತನಾಡಿ, ನಾಡಿನ ಸಾಹಿತ್ಯ ಪರಂಪರೆಯನ್ನು ಯುವ ಪೀಳಿಗೆಗೆ ಪರಿಚಯಿಸುವ ಉದ್ದೇಶದಿಂದ ಇಂತಹ ವಿಚಾರ ಸಂಕಿರಣಗಳನ್ನು ಆಯೋಜಿಸಲಾಗುತ್ತಿದೆ ಎಂದರು. ಜೈನ್ ವಿಶ್ವವಿದ್ಯಾಲಯದ ಕುಲಪತಿಗಳು ಅಧ್ಯಕ್ಷತೆ ವಹಿಸಿದ್ದರು. ಗೋಷ್ಠಿಗಳಲ್ಲಿ ವಿವಿಧ ವಿದ್ವಾಂಸರು ಹಲಸಂಗಿ ಗೆಳೆಯರ ಬದುಕು–ಬರಹ ಕುರಿತು ಪ್ರಬಂಧ ಮಂಡಿಸಿದರು. ಅಂತರಾಷ್ಟ್ರೀಯ ಮಟ್ಟದಲ್ಲಿ ಗುರುತಿಸಿಕೊಂಡ ಮಧುರಚೆನ್ನರ ನನ್ನ ನಲ್ಲ ಕೃತಿ ಅನುಭಾವ ಸಾಹಿತ್ಯದ ಶ್ರೇಷ್ಠ ಉದಾಹರಣೆ. ಕಾರ್ಯಕ್ರಮದಲ್ಲಿ ಪ್ರತಿಷ್ಠಾನದ ಅಧ್ಯಕ್ಷರು, ಪದಾಧಿಕಾರಿಗಳು, ಕನ್ನಡ ಭಾಷಾ ವಿಭಾಗದ ಮುಖ್ಯಸ್ಥರು, ಪ್ರಾಧ್ಯಾಪಕರು ಹಾಗೂ ವಿದ್ಯಾರ್ಥಿಗಳು ಭಾಗವಹಿಸಿದ್ದರು. ಗಾಯಕರು ಹಲಸಂಗಿ ಗೆಳೆಯರ ಗೀತೆಗಳನ್ನು ಹಾಡಿ ರಂಜಿಸಿದರು. ಕಾರ್ಯಕ್ರಮವನ್ನು ನಿರೂಪಿಸಿ, ವಂದಿಸಲಾಯಿತು.: [438, 692, 644, 1406]
person-figure: [925, 1855, 961, 1944]
article-paragraph: ಬೆಳಗಾವಿ: ಎಂ.ಕೆ. ಹುಬ್ಬಳ್ಳಿಯ ಮಲಪ್ರಭಾ ಸಹಕಾರಿ ಸಕ್ಕರೆ ಕಾರ್ಖಾನೆಯ ಆಡಳಿತ ಮಂಡಳಿ ಚುನಾವಣೆಯಲ್ಲಿ ಸಚಿವೆ ಲಕ್ಷ್ಮೀ ಹೆಬ್ಬಾಳ್ಕರ್ ನೇತೃತ್ವದ ಪುನಶ್ಚೇತನ ಪ್ಯಾನೆಲ್ ಭರ್ಜರಿ ಗೆಲುವು ಸಾಧಿಸಿದೆ. ಕಾರ್ಖಾನೆಯ ನಿರ್ದೇಶಕ ಮಂಡಳಿಯ 15 ಸ್ಥಾನಗಳಿಗೆ ನಡೆದ ಚುನಾವಣೆಯಲ್ಲಿ ಹಾಗೂ ಎಲ್ಲ 15 ಸ್ಥಾನಗಳನ್ನು ಪುನಶ್ಚೇತನ ಪ್ಯಾನೆಲ್ ಗೆದ್ದುಕೊಂಡಿದೆ. ವಿರೋಧಿ ಪ್ಯಾನಲ್ ಗಳು ಧೂಳೀಪಟವಾಗಿವೆ. ಫಲಿತಾಂಶ ಪ್ರಕಟವಾಗುತ್ತಿದ್ದಂತೆ ಕಾರ್ಖಾನೆಯ ಆವರಣದಲ್ಲಿ ಸಂಭ್ರಮಾಚರಣೆ ಮಾಡಲಾಯಿತು. ಈ ವೇಳೆ ಮಾತನಾಡಿದ ಸಚಿವೆ ಲಕ್ಷ್ಮೀ ಹೆಬ್ಬಾಳ್ಕರ್, "ರೈತರು ನಮ್ಮ ಮೇಲೆ ವಿಶ್ವಾಸವಿಟ್ಟು ಆಶೀರ್ವಾದ ನೀಡಿದ್ದಾರೆ. ಕಾರ್ಖಾನೆಯನ್ನು ಪುನಶ್ಚೇತನಗೊಳಿಸಿ ರೈತರ: [1092, 1379, 1283, 1694]
article-paragraph: ಶಿವಮೊಗ್ಗ: "ಯೋಗ ಎಲ್ಲರನ್ನೂ ಒಂದುಗೂಡಿಸುವ ಒಂದು ಮಾರ್ಗ. ಪ್ರತಿನಿತ್ಯ ನಾವು ಯೋಗ ಮಾಡುವ ಮೂಲಕ ಸದೃಢ ಆರೋಗ್ಯವಂತರಾಗಿ ಬದುಕಲು ಸಾಧ್ಯ" ಎಂದು ಶಾಸಕ ಎಸ್.ಎನ್. ಚನ್ನಬಸಪ್ಪ ಹೇಳಿದರು. ಮಹಾನಗರ ಪಾಲಿಕೆಯಿಂದ ಇಲ್ಲಿನ ಕುವೆಂಪು ರಂಗಮಂದಿರದಲ್ಲಿ ಆಯೋಜಿಸಿದ್ದ ಯೋಗ ದಸರಾ ಕಾರ್ಯಕ್ರಮವನ್ನು ಉದ್ಘಾಟಿಸಿ ಮಾತನಾಡಿದರು. "ಯೋಗಕ್ಕೆ ಅನಾದಿಕಾಲದಿಂದಲೂ ಸಾಧ್ಯವಾಗುವ ಶಕ್ತಿ ಇದೆ. ಯೋಗ ಆರೋಗ್ಯಕ್ಕಾಗಿ ಪ್ರತಿಯೊಬ್ಬರೂ ಯೋಗಾಭ್ಯಾಸ ಮಾಡಬೇಕು" ಎಂದು ಸಲಹೆ ನೀಡಿದರು. "ಮುಂದಿನ ದಿನಗಳಲ್ಲಿ ಇನ್ನೂ ಅದ್ದೂರಿಯಾಗಿ ಯೋಗ ದಸರಾ ಆಚರಿಸೋಣ. ಎಲ್ಲರೂ ಪ್ರತಿನಿತ್ಯ ಯೋಗ ಮಾಡಿ ಆರೋಗ್ಯದಿಂದ ಇರಿ" ಎಂದು ಪಾಲಿಕೆ ಆಯುಕ್ತ ಕೆ. ಮಾಯಣ್ಣಗೌಡ ಸಲಹೆ ನೀಡಿದರು. ರಾಷ್ಟ್ರೀಯ ಯೋಗ ಕೇಂದ್ರದ ಗೋಪಾಲಕೃಷ್ಣ ಅವರು ಯೋಗ ಕಾರ್ಯಕ್ರಮ ನಡೆಸಿಕೊಟ್ಟರು. ನಂತರ ಪ್ರಾಣಾಯಾಮ ತರಗತಿಯನ್ನು ಶಿವಗಂಗಾ ಯೋಗ ಕೇಂದ್ರದ ಗುರು ಸಿ.ವಿ.ರುದ್ರಾರಾಧ್ಯ ನಡೆಸಿಕೊಟ್ಟರು. ಧ್ಯಾನ ಕಾರ್ಯಕ್ರಮವನ್ನು ಕೆಳದಿ ಯೋಗ ಕೇಂದ್ರದ ಗುರು ಅನಿಲ್ ಕುಮಾರ್ ಶೆಟ್ಟರ್ ನಡೆಸಿಕೊಟ್ಟರು. ಬೆಂಗಳೂರು ಸುಬ್ಬಣ್ಣ, ಬಿ.ಎ. ರಂಗನಾಥ್, ಅರವಿಂದ, ರಾಜಶೇಖರ್, ಸಂಜಯ್, ಬೆಳಗಾವಿ ಮಂಜುನಾಥ್, ವೈದ್ಯನಾಥ್, ಓಂಕಾರ್, ಜಗದೀಶ್, ವಿಜಯಾ, ಬಸವರಾಜ, ಮಂಜುಳಾ, ಜಿ.ವಿಜಯಕುಮಾರ್, ನಾಗರಾಜ್, ಶ್ರೀಧರ್ ಬಜರ್ ಇದ್ದರು.: [1092, 904, 1513, 1159]
article-body-continued: [714, 1970, 1240, 2403]
article-paragraph: ಬಳ್ಳಾರಿ: ಖ್ಯಾತ ಕಾದಂಬರಿಕಾರ ಎಸ್ ಎಲ್ ಭೈರಪ್ಪನವರ ನಿಧನ ಅಪಾರ ನಷ್ಟ ಎಂದು ಕನ್ನಡ ಸಾಹಿತ್ಯ ಪರಿಷತ್ ಜಿಲ್ಲಾಧ್ಯಕ್ಷರು ಹೇಳಿದರು. ನಗರದ ಕನ್ನಡ ಭವನದಲ್ಲಿ ಹಮ್ಮಿಕೊಳ್ಳಲಾಗಿದ್ದ ಶ್ರದ್ಧಾಂಜಲಿ ಸಭೆಯಲ್ಲಿ ಅವರು ಮಾತನಾಡಿದರು. ಭೈರಪ್ಪನವರು ಹಾಸನ ಜಿಲ್ಲೆಯ ಚನ್ನರಾಯಪಟ್ಟಣ ತಾಲೂಕಿನ ಸಂತೇಶಿವರದಲ್ಲಿ ಜನಿಸಿದರು. ಸುಮಾರು 26 ಕಾದಂಬರಿಗಳನ್ನು ರಚಿಸಿ ಕನ್ನಡ ಸಾಹಿತ್ಯಕ್ಕೆ ಅಮೂಲ್ಯ ಕೊಡುಗೆ ನೀಡಿದ್ದಾರೆ. ಅವರ ಕೃತಿಗಳು ಹಲವು ಭಾಷೆಗಳಿಗೆ ಅನುವಾದಗೊಂಡಿವೆ. ಸರಸ್ವತಿ ಸಮ್ಮಾನ, ಪದ್ಮಭೂಷಣ ಸೇರಿದಂತೆ ಅನೇಕ ಪ್ರಶಸ್ತಿಗಳು ಅವರಿಗೆ ಸಂದಿವೆ. ಈ ಸಂದರ್ಭದಲ್ಲಿ ಪರಿಷತ್ ಪದಾಧಿಕಾರಿಗಳು, ಸಾಹಿತಿಗಳು ಹಾಗೂ ಸಾಹಿತ್ಯಾಸಕ್ತರು ಉಪಸ್ಥಿತರಿದ್ದು ಅಗಲಿದ ಚೇತನಕ್ಕೆ ನುಡಿನಮನ ಸಲ್ಲಿಸಿದರು. ಕಾರ್ಯಕ್ರಮವನ್ನು ವಿದ್ಯಾಸಾಗರ್ ನಿರೂಪಿಸಿದರು, ಶಿವಕುಮಾರ್ ವಂದಿಸಿದರು.: [7, 1872, 425, 2027]
page-number-badge: 3: [1473, 7, 1509, 44]
photo-yoga-session: [1092, 617, 1513, 817]
person-figure: [249, 1679, 278, 1771]
photo-deity-idol: [233, 100, 424, 415]
article-paragraph: ವಿಜಯಪುರ: ಕಾನೂನಿನ ಕುರಿತು ಪ್ರತಿಯೊಬ್ಬರೂ ಅರಿವು ಮೂಡಿಸಲು ಗ್ರಾಮ ಮಟ್ಟಗಳಲ್ಲಿ ಶಿಬಿರಗಳನ್ನು ಏರ್ಪಡಿಸಿ ಜಾಗೃತಿ ಮೂಡಿಸಬೇಕು. ಉಚಿತ ಕಾನೂನು ನೆರವಿನ ಕುರಿತು ಪ್ರತಿಯೊಬ್ಬರಿಗೂ ಮಾಹಿತಿ ನೀಡುವ ಮೂಲಕ ಕಟ್ಟಕಡೆಯ ವ್ಯಕ್ತಿಗೆ ಸ್ಪಂದಿಸುವ ಕಾರ್ಯವಾಗಬೇಕು ಎಂದು ಪ್ರಧಾನ ಜಿಲ್ಲಾ ಮತ್ತು ಸತ್ರ ನ್ಯಾಯಾಧೀಶರಾದ ಜಿಲ್ಲಾ ಕಾನೂನು ಸೇವೆಗಳ ಪ್ರಾಧಿಕಾರದ ಅಧ್ಯಕ್ಷ ಹರೀಶ ಎ. ಅವರು ಹೇಳಿದರು. ನಗರದ ಜಿಲ್ಲಾ ಪಂಚಾಯತ್ ಸಭಾಂಗಣದಲ್ಲಿ ಕರ್ನಾಟಕ ರಾಜ್ಯ ಕಾನೂನು ಸೇವೆಗಳ ಪ್ರಾಧಿಕಾರ, ಜಿಲ್ಲಾ ಕಾನೂನು ಸೇವೆಗಳ ಪ್ರಾಧಿಕಾರ, ಜಿಲ್ಲಾ ನ್ಯಾಯಾಂಗ ಇಲಾಖೆ, ಜಿಲ್ಲಾ ವಕೀಲರ ಸಂಘ ಸಂಯುಕ್ತ ಆಶ್ರಯದಲ್ಲಿ ಹಮ್ಮಿಕೊಂಡಿದ್ದ ಕಾನೂನು ಅರಿವು ಕಾರ್ಯಕ್ರಮ ಉದ್ಘಾಟಿಸಿ ಅವರು ಮಾತನಾಡಿದರು. ಸಮಾಜದ ಅವಕಾಶ ವಂಚಿತರಿಗೆ ಕಾನೂನು ಸೇವೆಗಳ ಪ್ರಾಧಿಕಾರವು ಉಚಿತ ಕಾನೂನು ನೆರವು ನೀಡುತ್ತಿದೆ. ಮಹಿಳೆಯರು, ಮಕ್ಕಳು, ಪರಿಶಿಷ್ಟ ಜಾತಿ ಮತ್ತು ಪಂಗಡದವರು, ಕಾರ್ಮಿಕರು ಹಾಗೂ ವಾರ್ಷಿಕ ಆದಾಯ ಕಡಿಮೆ ಇರುವವರು ಈ ಸೌಲಭ್ಯ ಪಡೆಯಬಹುದು. ಲೋಕ ಅದಾಲತ್ ಮೂಲಕ ರಾಜಿ ಸಂಧಾನದಿಂದ ಪ್ರಕರಣಗಳನ್ನು ಶೀಘ್ರ ಇತ್ಯರ್ಥಪಡಿಸಿಕೊಳ್ಳಬಹುದು. ಇದರಿಂದ ಸಮಯ ಮತ್ತು ಹಣ ಉಳಿತಾಯವಾಗುತ್ತದೆ ಎಂದರು. ಜಿಲ್ಲಾ ಕಾನೂನು ಸೇವೆಗಳ ಪ್ರಾಧಿಕಾರದ ಸದಸ್ಯ ಕಾರ್ಯದರ್ಶಿಗಳು ಮಾತನಾಡಿ, ಬಾಲ್ಯವಿವಾಹ, ಬಾಲಕಾರ್ಮಿಕ ಪದ್ಧತಿ, ವರದಕ್ಷಿಣೆ, ಕೌಟುಂಬಿಕ ದೌರ್ಜನ್ಯ ತಡೆ ಕಾಯ್ದೆಗಳ ಕುರಿತು ವಿವರವಾಗಿ ತಿಳಿಸಿದರು. ಗ್ರಾಮೀಣ ಪ್ರದೇಶದ ಜನರಿಗೆ ಕಾನೂನಿನ ಕುರಿತು ಸಮರ್ಪಕ ಮಾಹಿತಿ ದೊರೆಯಬೇಕು. ಕಾನೂನು ಅರಿವು ಇದ್ದಲ್ಲಿ ಅನ್ಯಾಯದ: [438, 111, 704, 586]
article-headline: ಸಾಹಿತ್ಯ ಕ್ಷೇತ್ರಕ್ಕೆ ತನ್ನದೇಯಾದ ವಿಶೇಷ ಕೊಡುಗೆ ನೀಡಿದ ಹಲಸಂಗಿ ಗೆಳೆಯರ ಬಳಗ: ಹಿರಿಯ ಸಾಹಿತಿ ಪ್ರೊ: ಎಸ್.ಜಿ.ಸಿದ್ದರಾಮಯ್ಯ: [442, 618, 1075, 677]
article-paragraph: ನಗರ: ನಗರದ ಮುಳಗುಂದನಾಕಾ ಬಳಿಯ ಶ್ರೀಅಡವೀಂದ್ರಸ್ವಾಮಿ ಮಠದಲ್ಲಿ ದಸರಾ ಮಹೋತ್ಸವ, ಶ್ರೀದೇವಿ ಪುರಾಣ ಪ್ರವಚನ ಕಾರ್ಯಕ್ರಮದ ಧಾರ್ಮಿಕ ಕಾರ್ಯಕ್ರಮಗಳು ಸೆ.29 ಸಂಜೆ 6.30 ಗಂಟೆಗೆ ರಂದು ಜರುಗಿದವೆ. ನಗರ ಜಿಲ್ಲಾ ವಾಣಿಜ್ಯೋದ್ಯಮ ಸಂಸ್ಥೆ ಅಧ್ಯಕ್ಷ ತಾತನಗೌಡ ಸಿದ್ದನಗೌಡ ಪಾಟೀಲ, ಶ್ರೀಮತಿ ಜಯಶ್ರೀ ಪಾಟೀಲ, ರಿಯಲ್ ಎಸ್ಟೇಟ್ ಉದ್ಯಮಿ ಮಲ್ಲಿಕಾರ್ಜುನ ಚಂದನ್ನವರ, ಶ್ರೀಮತಿ ಸುನೀತಾ ಚಂದನ್ನವರ, ದತ್ತಾ ಪ್ರಾಪರ್ಟಿ ನಿರ್ದೇಶಕರಾದ ರಾಘವೇಂದ್ರ ಬಾಯಾನಾಯ ಕಾಡಪ್ಪನವರ ಶ್ರೀಮತಿ ಪಲ್ಲವಿ ತಾಡಪತ್ರಿ ಗಣ್ಯ ವ್ಯಾಪಾರಸ್ಥರಾದ ನೇಮನಾ ಮಣಿ ಮುಖ್ಯ ಅತಿಥಿಗಳಾಗಿ ಪಾಲ್ಗೊಳ್ಳುವರು.: [7, 102, 225, 357]
edition-label: ಹಾವೇರಿ–ಕೊಪ್ಪಳ: [697, 10, 829, 38]
article-paragraph: ವಿಜಯಪುರ, ಸೆಪ್ಟೆಂಬರ್ 27 (ಕರ್ನಾಟಕ ವಾರ್ತೆ): ಬರಗಾಲ ಜಿಲ್ಲೆ ಎಂಬ ಹಣೆಪಟ್ಟಿ ಹೊತ್ತಿದ್ದ ವಿಜಯಪುರ ಜಿಲ್ಲೆಯು ಇಂದು ನೀರಾವರಿ ಹಾಗೂ ಪ್ರವಾಸೋದ್ಯಮ ಅಭಿವೃದ್ಧಿಯೊಂದಿಗೆ ಪರಿವರ್ತನೆಯೆಡೆಗೆ ಸಾಗುತ್ತಿದೆ ಎಂದು ನಾಗಠಾಣ ಶಾಸಕ ವಿಠ್ಠಲ ಕಟಕದೊಂಡ ಹೇಳಿದರು. ಜಿಲ್ಲಾಡಳಿತ ಹಾಗೂ ಪ್ರವಾಸೋದ್ಯಮ ಇಲಾಖೆಯ ಸಹಯೋಗದಲ್ಲಿ ನಗರದ ಕಂದಗಲ್ ಹನುಮಂತರಾಯ ರಂಗಮಂದಿರದಲ್ಲಿ ಹಮ್ಮಿಕೊಂಡಿದ್ದ ವಿಶ್ವ ಪ್ರವಾಸೋದ್ಯಮ ದಿನಾಚರಣೆ ಕಾರ್ಯಕ್ರಮಕ್ಕೆ ಸಸಿಗೆ ನೀರೆರೆಯುವ ಮೂಲಕ ಚಾಲನೆ ನೀಡಿ ಅವರು ಮಾತನಾಡಿದರು. ವಿಶ್ವವಿಖ್ಯಾತ ಗೋಳಗುಮ್ಮಟ, ಇಬ್ರಾಹಿಂ ರೋಜಾ, ಬಾರಾಕಮಾನ್, ಆಲಮಟ್ಟಿ ಜಲಾಶಯ ಸೇರಿದಂತೆ ಜಿಲ್ಲೆಯಲ್ಲಿ ಅನೇಕ ಐತಿಹಾಸಿಕ ಸ್ಮಾರಕಗಳಿದ್ದು, ಇವುಗಳನ್ನು ದೇಶ–ವಿದೇಶಗಳ ಪ್ರವಾಸಿಗರಿಗೆ ಪರಿಚಯಿಸುವ ಕಾರ್ಯವಾಗಬೇಕು. ಪ್ರವಾಸೋದ್ಯಮ ಅಭಿವೃದ್ಧಿಯಿಂದ ಸ್ಥಳೀಯರಿಗೆ ಉದ್ಯೋಗಾವಕಾಶಗಳು ಸೃಷ್ಟಿಯಾಗುತ್ತವೆ. ಜಿಲ್ಲೆಯ ಆರ್ಥಿಕತೆಗೆ ಬಲ ಬರುತ್ತದೆ ಎಂದರು. ಜಿಲ್ಲಾಧಿಕಾರಿ ಮಾತನಾಡಿ, ಜಿಲ್ಲೆಯ ಸ್ಮಾರಕಗಳ ಸಂರಕ್ಷಣೆಗೆ ಸಾರ್ವಜನಿಕರ ಸಹಕಾರ ಅಗತ್ಯ. ಸ್ವಚ್ಛತೆ ಕಾಪಾಡುವ ಮೂಲಕ ಪ್ರವಾಸಿಗರನ್ನು ಆಕರ್ಷಿಸಬೇಕು ಎಂದರು. ಇದೇ ಸಂದರ್ಭದಲ್ಲಿ ವಿದ್ಯಾರ್ಥಿಗಳಿಗಾಗಿ ಆಯೋಜಿಸಿದ್ದ ಪ್ರಬಂಧ, ಚಿತ್ರಕಲೆ, ರಸಪ್ರಶ್ನೆ ಸ್ಪರ್ಧೆಗಳ ವಿಜೇತರಿಗೆ ಬಹುಮಾನ ವಿತರಿಸಲಾಯಿತು. ಹೆರಿಟೇಜ್ ವಾಕ್‌ನಲ್ಲಿ ಪಾಲ್ಗೊಂಡವರಿಗೆ ಪ್ರಮಾಣಪತ್ರ ನೀಡಲಾಯಿತು. ಕಾರ್ಯಕ್ರಮದಲ್ಲಿ ಜಿಲ್ಲಾ ಪಂಚಾಯತ್ ಮುಖ್ಯ ಕಾರ್ಯನಿರ್ವಾಹಕ ಅಧಿಕಾರಿ, ಪ್ರವಾಸೋದ್ಯಮ ಇಲಾಖೆಯ ಉಪನಿರ್ದೇಶಕರು, ಪುರಾತತ್ವ ಇಲಾಖೆಯ ಅಧಿಕಾರಿಗಳು, ಟೂರ್ ಆಪರೇಟರ್‌ಗಳು, ಹೋಟೆಲ್ ಉದ್ಯಮಿಗಳು, ಗೈಡ್‌ಗಳು ಹಾಗೂ ವಿದ್ಯಾರ್ಥಿಗಳು ಉಪಸ್ಥಿತರಿದ್ದರು. ಸಾಂಸ್ಕೃತಿಕ ಕಾರ್ಯಕ್ರಮಗಳು ಗಮನ ಸೆಳೆದವು. ಕೊನೆಯಲ್ಲಿ ಎಲ್ಲರೂ ಪ್ರವಾಸೋದ್ಯಮ ಅಭಿವೃದ್ಧಿಗೆ ಸಹಕರಿಸುವುದಾಗಿ ಪ್ರತಿಜ್ಞೆ ಸ್ವೀಕರಿಸಿದರು.: [438, 1779, 704, 2333]
article-body: [438, 690, 644, 1713]
person-figure: [1317, 1435, 1348, 1501]
person-figure: [1390, 1435, 1421, 1501]
person-figure: [975, 761, 1004, 841]
person-figure: [680, 761, 710, 841]
photo-lamp-lighting: [654, 690, 1077, 859]
photo-legal-awareness-dais: [714, 109, 1228, 260]
person-figure: [307, 837, 336, 917]
person-figure: [823, 761, 853, 841]
person-figure: [900, 172, 935, 244]
article-body-continued: [1250, 1776, 1513, 2403]
person-figure: [258, 837, 287, 917]
article-body: [438, 1776, 704, 2403]
article-body-continued: [654, 865, 1077, 1713]
article-body: [1092, 1377, 1283, 1716]
person-figure: [357, 837, 386, 917]
